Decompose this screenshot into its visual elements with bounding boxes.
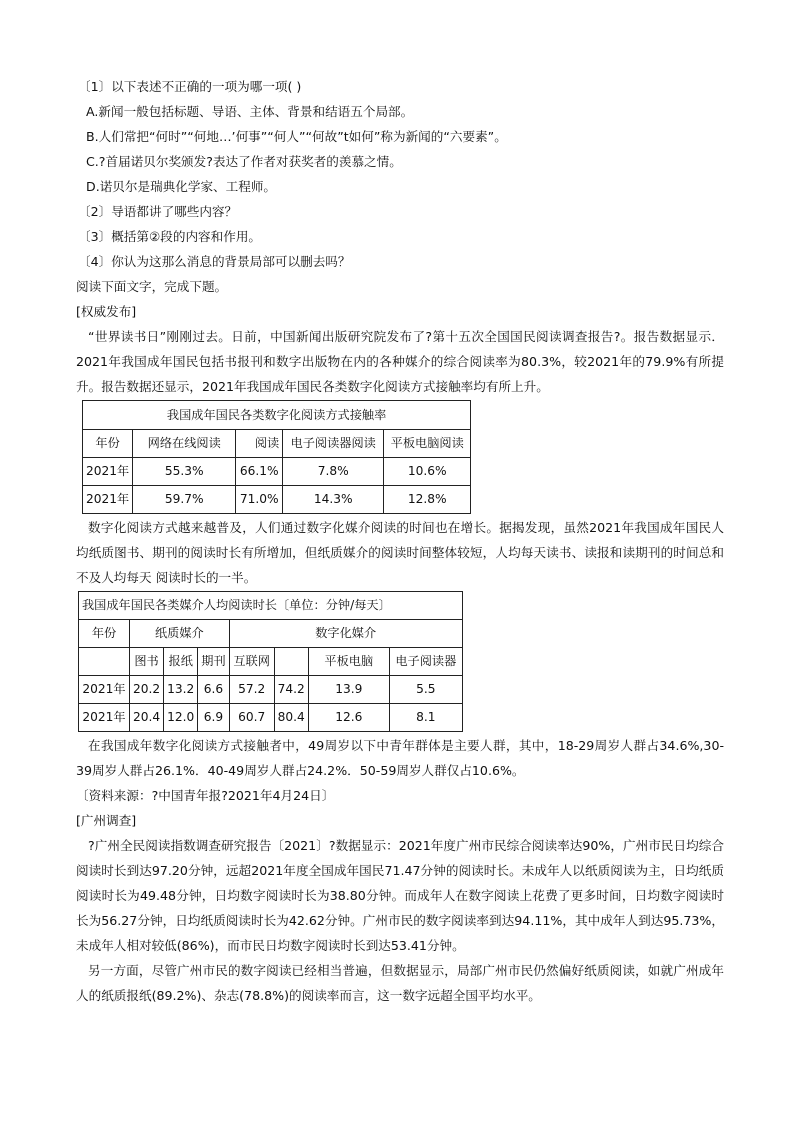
table-header-row [83,430,471,458]
table-header-cell: 报纸 [164,648,198,676]
table-header-cell: 平板电脑 [308,648,389,676]
table-header-cell: 阅读 [236,430,283,458]
table-cell: 20.4 [130,704,164,732]
table-group-header-row [79,620,463,648]
table-cell: 60.7 [229,704,274,732]
table-header-cell: 期刊 [198,648,229,676]
table-header-cell: 互联网 [229,648,274,676]
table-header-cell: 年份 [83,430,133,458]
table-cell: 12.8% [384,486,471,514]
table-cell: 57.2 [229,676,274,704]
table-header-cell: 电子阅读器阅读 [283,430,384,458]
table-row [83,486,471,514]
table-cell: 12.6 [308,704,389,732]
table-header-cell: 年份 [79,620,130,648]
table-cell: 13.9 [308,676,389,704]
question-1: 〔1〕以下表述不正确的一项为哪一项( ) [78,79,302,94]
document-body [76,74,724,1008]
table-cell: 13.2 [164,676,198,704]
table-cell: 5.5 [389,676,462,704]
section-heading-guangzhou: [广州调查] [76,813,137,828]
table-header-cell: 数字化媒介 [229,620,462,648]
option-b: B.人们常把“何时”“何地…’何事”“何人”“何故”t如何”称为新闻的“六要素”。 [86,129,507,144]
paragraph-digital-growth: 数字化阅读方式越来越普及，人们通过数字化媒介阅读的时间也在增长。据揭发现，虽然2021年我国成年国民人均纸质图书、期刊的阅读时长有所增加，但纸质媒介的阅读时间整体较短，人均每天读书、读报和读期刊的时间总和不及人均每天 阅读时长的一半。 [76,520,724,585]
table-cell: 12.0 [164,704,198,732]
option-d: D.诺贝尔是瑞典化学家、工程师。 [86,179,277,194]
source-note: 〔资料来源：?中国青年报?2021年4月24日〕 [76,788,335,803]
table-cell: 80.4 [274,704,308,732]
table-cell: 59.7% [133,486,236,514]
table-row [83,458,471,486]
table-header-cell: 平板电脑阅读 [384,430,471,458]
paragraph-guangzhou-survey: ?广州全民阅读指数调查研究报告〔2021〕?数据显示：2021年度广州市民综合阅读率达90%，广州市民日均综合阅读时长到达97.20分钟，远超2021年度全国成年国民71.47分钟的阅读时长。未成年人以纸质阅读为主，日均纸质阅读时长为49.48分钟，日均数字阅读时长为38.80分钟。而成年人在数字阅读上花费了更多时间，日均数字阅读时长为56.27分钟，日均纸质阅读时长为42.62分钟。广州市民的数字阅读率到达94.11%，其中成年人到达95.73%，未成年人相对较低(86%)，而市民日均数字阅读时长到达53.41分钟。 [76,838,724,953]
table-cell: 2021年 [83,458,133,486]
table-caption-row [83,401,471,430]
paragraph-report-intro: “世界读书日”刚刚过去。日前，中国新闻出版研究院发布了?第十五次全国国民阅读调查报告?。报告数据显示．2021年我国成年国民包括书报刊和数字出版物在内的各种媒介的综合阅读率为80.3%，较2021年的79.9%有所提升。报告数据还显示，2021年我国成年国民各类数字化阅读方式接触率均有所上升。 [76,329,724,394]
paragraph-age-groups: 在我国成年数字化阅读方式接触者中，49周岁以下中青年群体是主要人群，其中，18-29周岁人群占34.6%,30-39周岁人群占26.1%．40-49周岁人群占24.2%．50-59周岁人群仅占10.6%。 [76,738,724,778]
table-header-cell: 电子阅读器 [389,648,462,676]
table-row [79,676,463,704]
table-digital-reading-contact-rate [82,400,471,514]
table-cell: 2021年 [79,676,130,704]
table-header-cell: 纸质媒介 [130,620,230,648]
table-cell: 20.2 [130,676,164,704]
table-caption-row [79,592,463,620]
table-media-reading-time [78,591,463,732]
table-header-cell [79,648,130,676]
question-4: 〔4〕你认为这那么消息的背景局部可以删去吗？ [78,254,351,269]
option-a: A.新闻一般包括标题、导语、主体、背景和结语五个局部。 [86,104,414,119]
section-heading-authority: [权威发布] [76,304,137,319]
table-caption: 我国成年国民各类数字化阅读方式接触率 [83,401,471,430]
table-header-cell [274,648,308,676]
table-cell: 7.8% [283,458,384,486]
table-cell: 71.0% [236,486,283,514]
table-cell: 66.1% [236,458,283,486]
table-cell: 2021年 [83,486,133,514]
table-cell: 8.1 [389,704,462,732]
table-cell: 2021年 [79,704,130,732]
table-row [79,704,463,732]
option-c: C.?首届诺贝尔奖颁发?表达了作者对获奖者的羡慕之情。 [86,154,402,169]
table-header-cell: 网络在线阅读 [133,430,236,458]
table-cell: 74.2 [274,676,308,704]
table-cell: 14.3% [283,486,384,514]
question-2: 〔2〕导语都讲了哪些内容？ [78,204,238,219]
table-cell: 10.6% [384,458,471,486]
table-cell: 55.3% [133,458,236,486]
paragraph-guangzhou-paper-reading: 另一方面，尽管广州市民的数字阅读已经相当普遍，但数据显示，局部广州市民仍然偏好纸质阅读，如就广州成年人的纸质报纸(89.2%)、杂志(78.8%)的阅读率而言，这一数字远超全国平均水平。 [76,963,724,1003]
question-3: 〔3〕概括第②段的内容和作用。 [78,229,262,244]
table-subheader-row [79,648,463,676]
table-cell: 6.9 [198,704,229,732]
table-cell: 6.6 [198,676,229,704]
table-header-cell: 图书 [130,648,164,676]
reading-instruction: 阅读下面文字，完成下题。 [76,279,228,294]
table-caption: 我国成年国民各类媒介人均阅读时长〔单位：分钟/每天〕 [79,592,463,620]
